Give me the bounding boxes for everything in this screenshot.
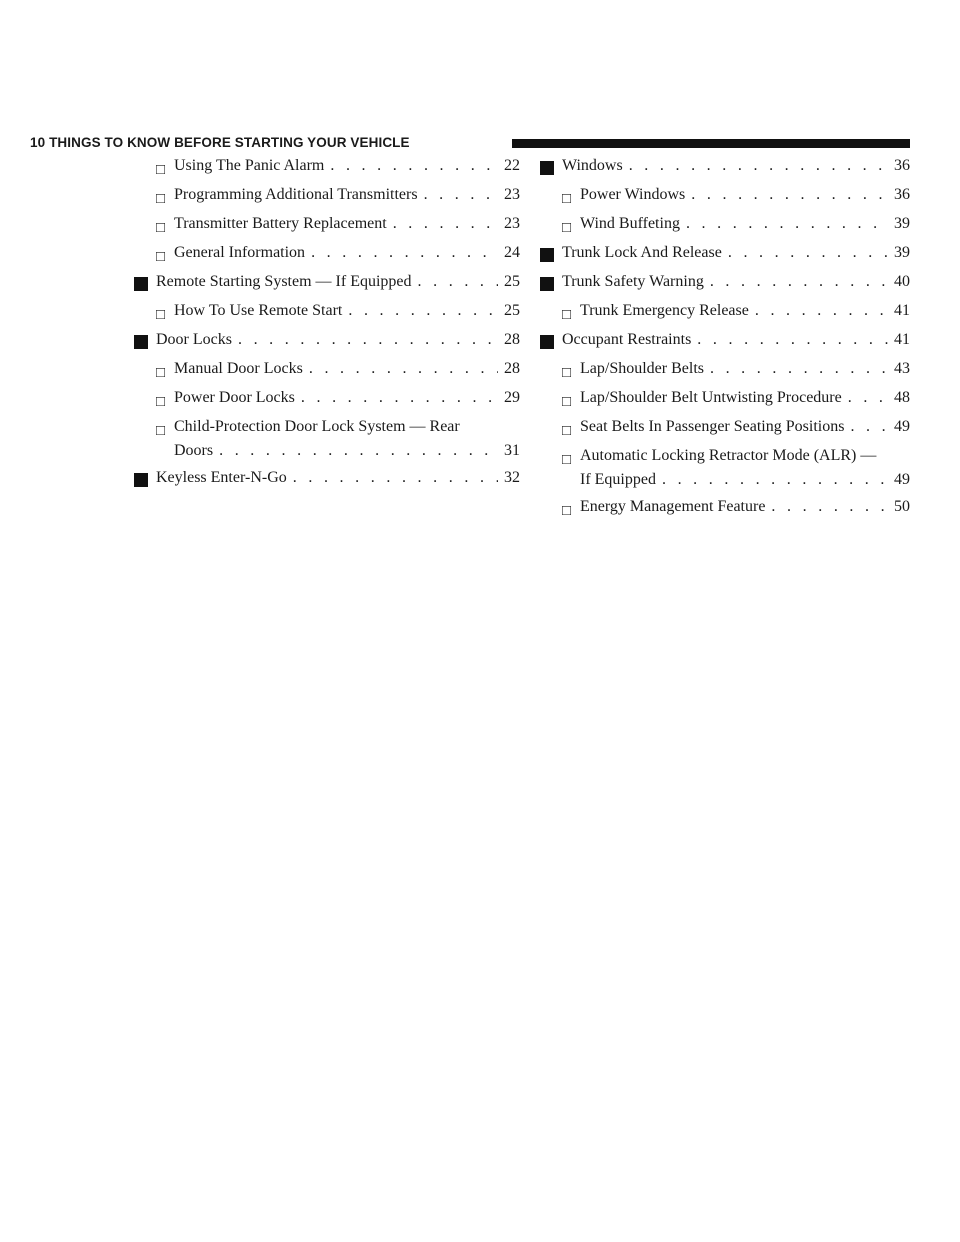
toc-entry-title: Power Windows (580, 186, 686, 203)
toc-entry-line (156, 469, 520, 493)
hollow-square-bullet-icon: □ (562, 307, 572, 323)
filled-square-bullet-icon (540, 335, 554, 349)
filled-square-bullet-icon (540, 277, 554, 291)
toc-entry[interactable] (134, 298, 520, 327)
toc-entry-line (580, 447, 910, 471)
toc-entry[interactable] (540, 269, 910, 298)
toc-entry-line (174, 244, 520, 268)
toc-entry-title: Transmitter Battery Replacement (174, 215, 387, 232)
hollow-square-bullet-icon: □ (156, 220, 166, 236)
toc-entry[interactable] (540, 298, 910, 327)
toc-entry[interactable] (540, 182, 910, 211)
toc-entry-title: Wind Buffeting (580, 215, 680, 232)
toc-entry-title: Remote Starting System — If Equipped (156, 273, 412, 290)
toc-entry-line (174, 157, 520, 181)
toc-entry[interactable] (540, 211, 910, 240)
dot-leader (629, 157, 888, 175)
dot-leader (755, 302, 888, 320)
hollow-square-bullet-icon: □ (562, 394, 572, 410)
toc-entry-title: Trunk Emergency Release (580, 302, 749, 319)
dot-leader (728, 244, 888, 262)
toc-column-left (134, 153, 520, 494)
toc-entry-title: Lap/Shoulder Belt Untwisting Procedure (580, 389, 842, 406)
toc-entry-page-number: 25 (504, 273, 520, 290)
toc-entry-page-number: 23 (504, 186, 520, 203)
toc-entry-line (174, 186, 520, 210)
toc-entry-title: Using The Panic Alarm (174, 157, 325, 174)
toc-entry-page-number: 36 (894, 186, 910, 203)
dot-leader (393, 215, 498, 233)
toc-entry-title-continued: If Equipped (580, 471, 656, 488)
dot-leader (848, 389, 888, 407)
toc-column-right (540, 153, 910, 523)
dot-leader (301, 389, 498, 407)
toc-entry-page-number: 49 (894, 418, 910, 435)
toc-entry[interactable] (134, 385, 520, 414)
toc-entry-page-number: 24 (504, 244, 520, 261)
toc-entry-page-number: 28 (504, 360, 520, 377)
toc-entry[interactable] (540, 240, 910, 269)
toc-entry[interactable] (134, 269, 520, 298)
toc-entry[interactable] (540, 494, 910, 523)
toc-entry-page-number: 48 (894, 389, 910, 406)
dot-leader (424, 186, 498, 204)
toc-entry[interactable] (540, 327, 910, 356)
toc-entry[interactable] (134, 356, 520, 385)
toc-entry[interactable] (540, 356, 910, 385)
dot-leader (348, 302, 498, 320)
toc-entry-line (580, 418, 910, 442)
toc-entry[interactable] (134, 182, 520, 211)
dot-leader (662, 471, 888, 489)
dot-leader (293, 469, 498, 487)
hollow-square-bullet-icon: □ (562, 365, 572, 381)
toc-entry[interactable] (134, 153, 520, 182)
toc-entry-page-number: 28 (504, 331, 520, 348)
dot-leader (691, 186, 888, 204)
toc-entry-line (156, 273, 520, 297)
toc-entry-title: Keyless Enter-N-Go (156, 469, 287, 486)
toc-entry-line (580, 302, 910, 326)
toc-entry-line (562, 244, 910, 268)
filled-square-bullet-icon (134, 335, 148, 349)
toc-entry-line (580, 498, 910, 522)
toc-entry-title: How To Use Remote Start (174, 302, 343, 319)
dot-leader (219, 442, 498, 460)
toc-entry-line (580, 186, 910, 210)
page-header-title: 10 THINGS TO KNOW BEFORE STARTING YOUR VEHICLE (30, 135, 410, 150)
dot-leader (771, 498, 888, 516)
toc-entry-line-continued (174, 442, 520, 466)
dot-leader (710, 273, 888, 291)
filled-square-bullet-icon (540, 248, 554, 262)
toc-entry-line (580, 215, 910, 239)
toc-entry-page-number: 41 (894, 331, 910, 348)
header-rule (512, 139, 910, 148)
page-header (30, 134, 910, 152)
toc-entry-title: Seat Belts In Passenger Seating Positions (580, 418, 845, 435)
toc-entry-line (562, 157, 910, 181)
toc-entry-page-number: 39 (894, 244, 910, 261)
toc-entry-line (580, 360, 910, 384)
dot-leader (330, 157, 498, 175)
toc-entry-page-number: 29 (504, 389, 520, 406)
toc-entry-title: Trunk Safety Warning (562, 273, 704, 290)
toc-entry-page-number: 23 (504, 215, 520, 232)
toc-entry-title: Lap/Shoulder Belts (580, 360, 704, 377)
toc-entry[interactable] (134, 414, 520, 465)
toc-entry-title: Windows (562, 157, 623, 174)
toc-entry-line (174, 389, 520, 413)
hollow-square-bullet-icon: □ (562, 452, 572, 468)
toc-entry[interactable] (134, 465, 520, 494)
toc-entry-title: Power Door Locks (174, 389, 295, 406)
dot-leader (710, 360, 888, 378)
toc-entry-title: Energy Management Feature (580, 498, 766, 515)
toc-entry-page-number: 25 (504, 302, 520, 319)
filled-square-bullet-icon (134, 277, 148, 291)
toc-entry-title: Manual Door Locks (174, 360, 303, 377)
toc-entry-page-number: 31 (504, 442, 520, 459)
toc-entry-title: General Information (174, 244, 306, 261)
hollow-square-bullet-icon: □ (156, 191, 166, 207)
toc-entry-page-number: 49 (894, 471, 910, 488)
toc-entry-line (562, 331, 910, 355)
toc-entry[interactable] (134, 240, 520, 269)
dot-leader (850, 418, 888, 436)
hollow-square-bullet-icon: □ (156, 162, 166, 178)
toc-entry-title: Automatic Locking Retractor Mode (ALR) — (580, 447, 877, 464)
hollow-square-bullet-icon: □ (156, 394, 166, 410)
toc-entry-line (156, 331, 520, 355)
dot-leader (238, 331, 498, 349)
dot-leader (309, 360, 498, 378)
filled-square-bullet-icon (134, 473, 148, 487)
toc-entry-page-number: 32 (504, 469, 520, 486)
toc-entry-page-number: 41 (894, 302, 910, 319)
toc-entry-line-continued (580, 471, 910, 495)
toc-entry-page-number: 22 (504, 157, 520, 174)
toc-entry-title: Occupant Restraints (562, 331, 692, 348)
hollow-square-bullet-icon: □ (156, 423, 166, 439)
toc-entry-line (174, 302, 520, 326)
toc-entry-line (174, 215, 520, 239)
toc-entry-title: Programming Additional Transmitters (174, 186, 418, 203)
dot-leader (418, 273, 498, 291)
dot-leader (686, 215, 888, 233)
toc-entry-page-number: 39 (894, 215, 910, 232)
dot-leader (697, 331, 888, 349)
toc-entry-page-number: 36 (894, 157, 910, 174)
toc-entry[interactable] (540, 153, 910, 182)
hollow-square-bullet-icon: □ (156, 365, 166, 381)
hollow-square-bullet-icon: □ (562, 220, 572, 236)
toc-entry-title: Child-Protection Door Lock System — Rear (174, 418, 460, 435)
toc-entry-line (562, 273, 910, 297)
toc-entry-page-number: 43 (894, 360, 910, 377)
toc-entry-line (174, 418, 520, 442)
dot-leader (311, 244, 498, 262)
toc-entry-page-number: 50 (894, 498, 910, 515)
hollow-square-bullet-icon: □ (562, 191, 572, 207)
hollow-square-bullet-icon: □ (156, 307, 166, 323)
toc-entry-title: Door Locks (156, 331, 232, 348)
hollow-square-bullet-icon: □ (156, 249, 166, 265)
toc-entry-title-continued: Doors (174, 442, 214, 459)
hollow-square-bullet-icon: □ (562, 423, 572, 439)
hollow-square-bullet-icon: □ (562, 503, 572, 519)
toc-entry[interactable] (134, 211, 520, 240)
filled-square-bullet-icon (540, 161, 554, 175)
toc-entry[interactable] (540, 414, 910, 443)
toc-entry-line (174, 360, 520, 384)
toc-entry-title: Trunk Lock And Release (562, 244, 722, 261)
toc-entry[interactable] (540, 385, 910, 414)
toc-entry[interactable] (540, 443, 910, 494)
toc-entry[interactable] (134, 327, 520, 356)
toc-entry-page-number: 40 (894, 273, 910, 290)
toc-entry-line (580, 389, 910, 413)
